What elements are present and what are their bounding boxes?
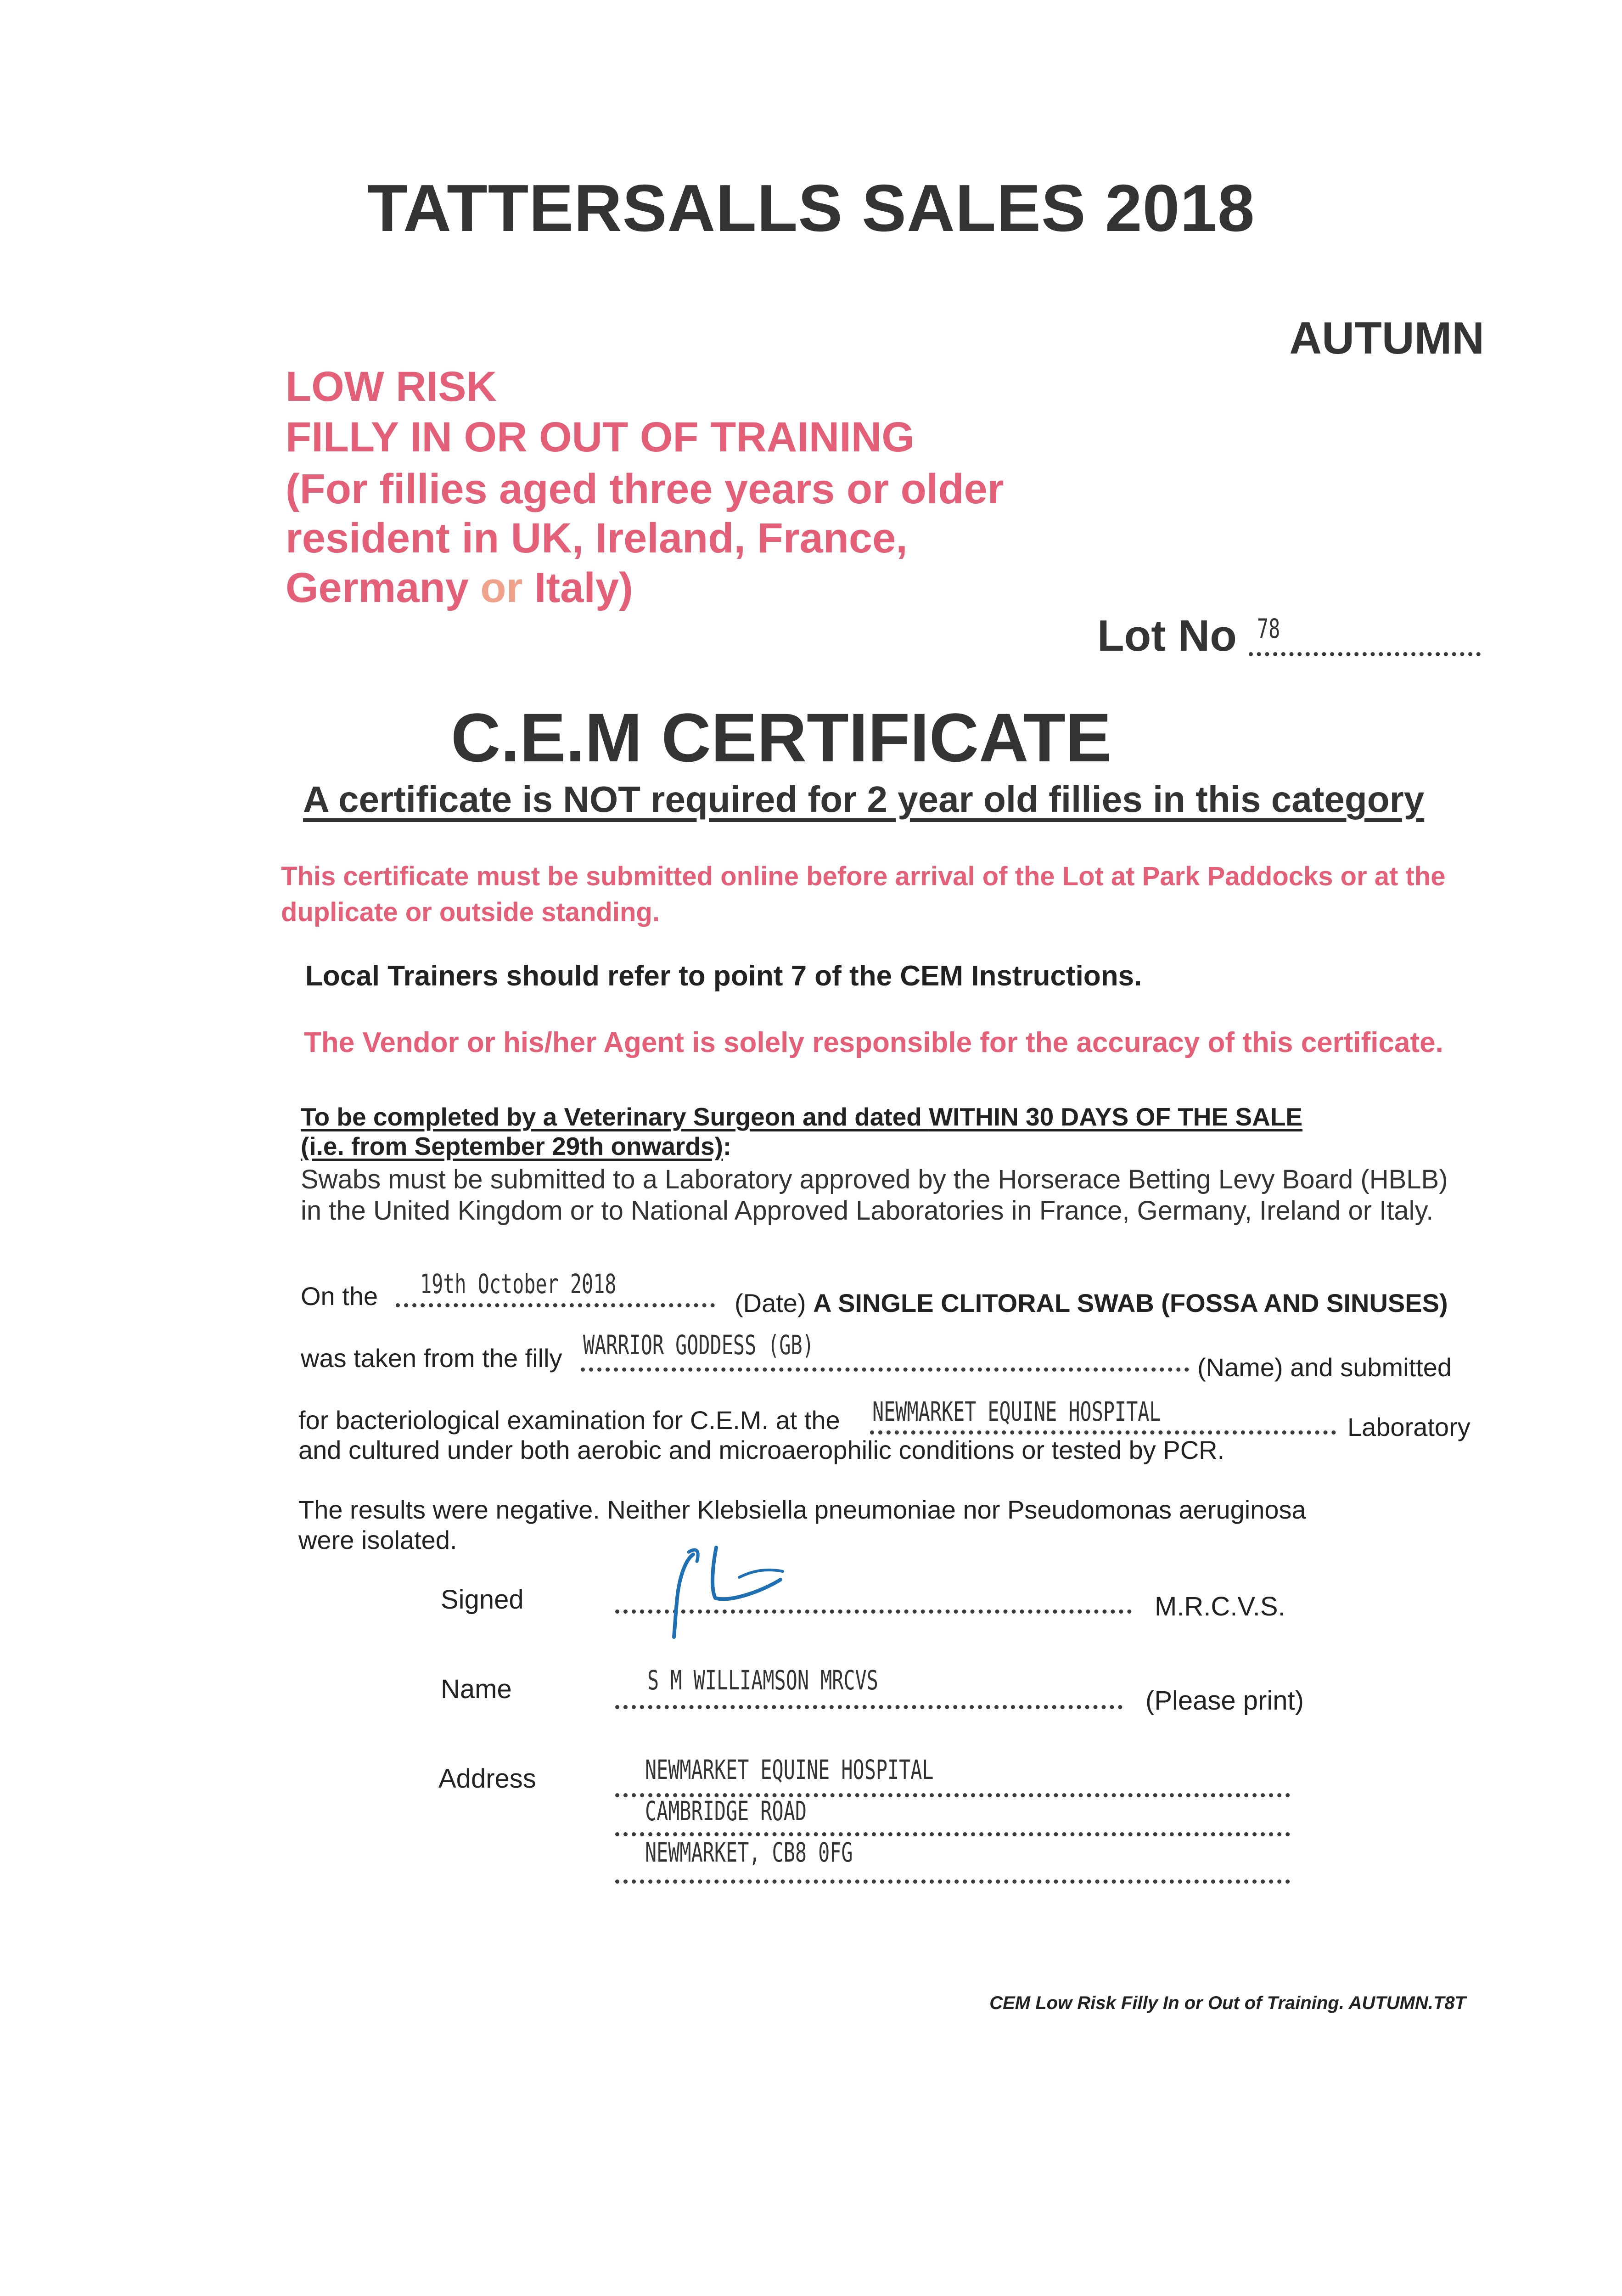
address-line-2-rule bbox=[615, 1832, 1290, 1836]
certificate-title: C.E.M CERTIFICATE bbox=[451, 699, 1111, 776]
laboratory-value: NEWMARKET EQUINE HOSPITAL bbox=[872, 1396, 1161, 1427]
certificate-requirement-notice: A certificate is NOT required for 2 year old fillies in this category bbox=[303, 779, 1425, 820]
laboratory-suffix: Laboratory bbox=[1347, 1412, 1470, 1441]
category-line-4: resident in UK, Ireland, France, bbox=[286, 515, 908, 562]
on-the-label: On the bbox=[301, 1282, 378, 1311]
lot-number-line bbox=[1249, 652, 1481, 656]
signature-mark bbox=[661, 1534, 826, 1639]
filly-name-line bbox=[581, 1367, 1189, 1372]
completion-instructions-line1: To be completed by a Veterinary Surgeon and dated bbox=[301, 1103, 929, 1131]
culture-statement: and cultured under both aerobic and microaerophilic conditions or tested by PCR. bbox=[298, 1435, 1225, 1464]
address-label: Address bbox=[438, 1764, 536, 1794]
lot-number-label: Lot No bbox=[1097, 611, 1237, 660]
date-value: 19th October 2018 bbox=[420, 1268, 617, 1300]
submission-note: This certificate must be submitted online before arrival of the Lot at Park Paddocks or at the duplicate or outside standing. bbox=[281, 861, 1446, 927]
completion-instructions-line2: (i.e. from September 29th onwards) bbox=[301, 1132, 723, 1160]
name-suffix: (Name) and submitted bbox=[1197, 1353, 1452, 1382]
taken-from-label: was taken from the filly bbox=[301, 1344, 562, 1373]
swab-type: A SINGLE CLITORAL SWAB (FOSSA AND SINUSES) bbox=[813, 1289, 1448, 1317]
vet-name-line bbox=[615, 1705, 1122, 1709]
address-line-1: NEWMARKET EQUINE HOSPITAL bbox=[645, 1754, 934, 1785]
category-line-2: FILLY IN OR OUT OF TRAINING bbox=[286, 414, 915, 461]
filly-name-value: WARRIOR GODDESS (GB) bbox=[583, 1329, 814, 1361]
date-suffix bbox=[735, 1288, 1448, 1318]
category-or: or bbox=[480, 564, 523, 611]
category-germany: Germany bbox=[286, 564, 481, 611]
sale-season: AUTUMN bbox=[1289, 313, 1484, 363]
completion-instructions-heading bbox=[301, 1102, 1302, 1161]
completion-colon: : bbox=[723, 1132, 732, 1160]
address-line-3: NEWMARKET, CB8 0FG bbox=[645, 1837, 853, 1868]
swab-instructions-line2: in the United Kingdom or to National Approved Laboratories in France, Germany, Ireland or Italy. bbox=[301, 1196, 1434, 1226]
footer-reference: CEM Low Risk Filly In or Out of Training. AUTUMN.T8T bbox=[989, 1993, 1466, 2013]
results-line-2: were isolated. bbox=[298, 1525, 457, 1554]
category-line-5 bbox=[286, 564, 633, 612]
please-print-label: (Please print) bbox=[1145, 1686, 1304, 1716]
vendor-responsibility-note: The Vendor or his/her Agent is solely responsible for the accuracy of this certificate. bbox=[304, 1027, 1443, 1058]
swab-instructions-line1: Swabs must be submitted to a Laboratory approved by the Horserace Betting Levy Board (HBLB) bbox=[301, 1165, 1448, 1194]
mrcvs-label: M.R.C.V.S. bbox=[1155, 1592, 1285, 1621]
category-italy: Italy) bbox=[522, 564, 633, 611]
lot-number-value: 78 bbox=[1257, 613, 1280, 644]
address-line-2: CAMBRIDGE ROAD bbox=[645, 1795, 807, 1827]
date-line bbox=[396, 1303, 715, 1307]
date-suffix-label: (Date) bbox=[735, 1289, 814, 1317]
page-title: TATTERSALLS SALES 2018 bbox=[367, 171, 1255, 245]
examination-prefix: for bacteriological examination for C.E.M. at the bbox=[298, 1406, 840, 1435]
category-line-3: (For fillies aged three years or older bbox=[286, 466, 1004, 512]
completion-deadline: WITHIN 30 DAYS OF THE SALE bbox=[929, 1103, 1303, 1131]
swab-instructions bbox=[301, 1164, 1448, 1227]
signed-label: Signed bbox=[441, 1585, 524, 1615]
results-line-1: The results were negative. Neither Klebsiella pneumoniae nor Pseudomonas aeruginosa bbox=[298, 1495, 1306, 1524]
address-line-3-rule bbox=[615, 1880, 1290, 1884]
trainers-note: Local Trainers should refer to point 7 of the CEM Instructions. bbox=[305, 960, 1142, 992]
laboratory-line bbox=[870, 1430, 1336, 1435]
vet-name-label: Name bbox=[441, 1674, 512, 1704]
category-line-1: LOW RISK bbox=[286, 363, 497, 410]
vet-name-value: S M WILLIAMSON MRCVS bbox=[647, 1665, 878, 1696]
